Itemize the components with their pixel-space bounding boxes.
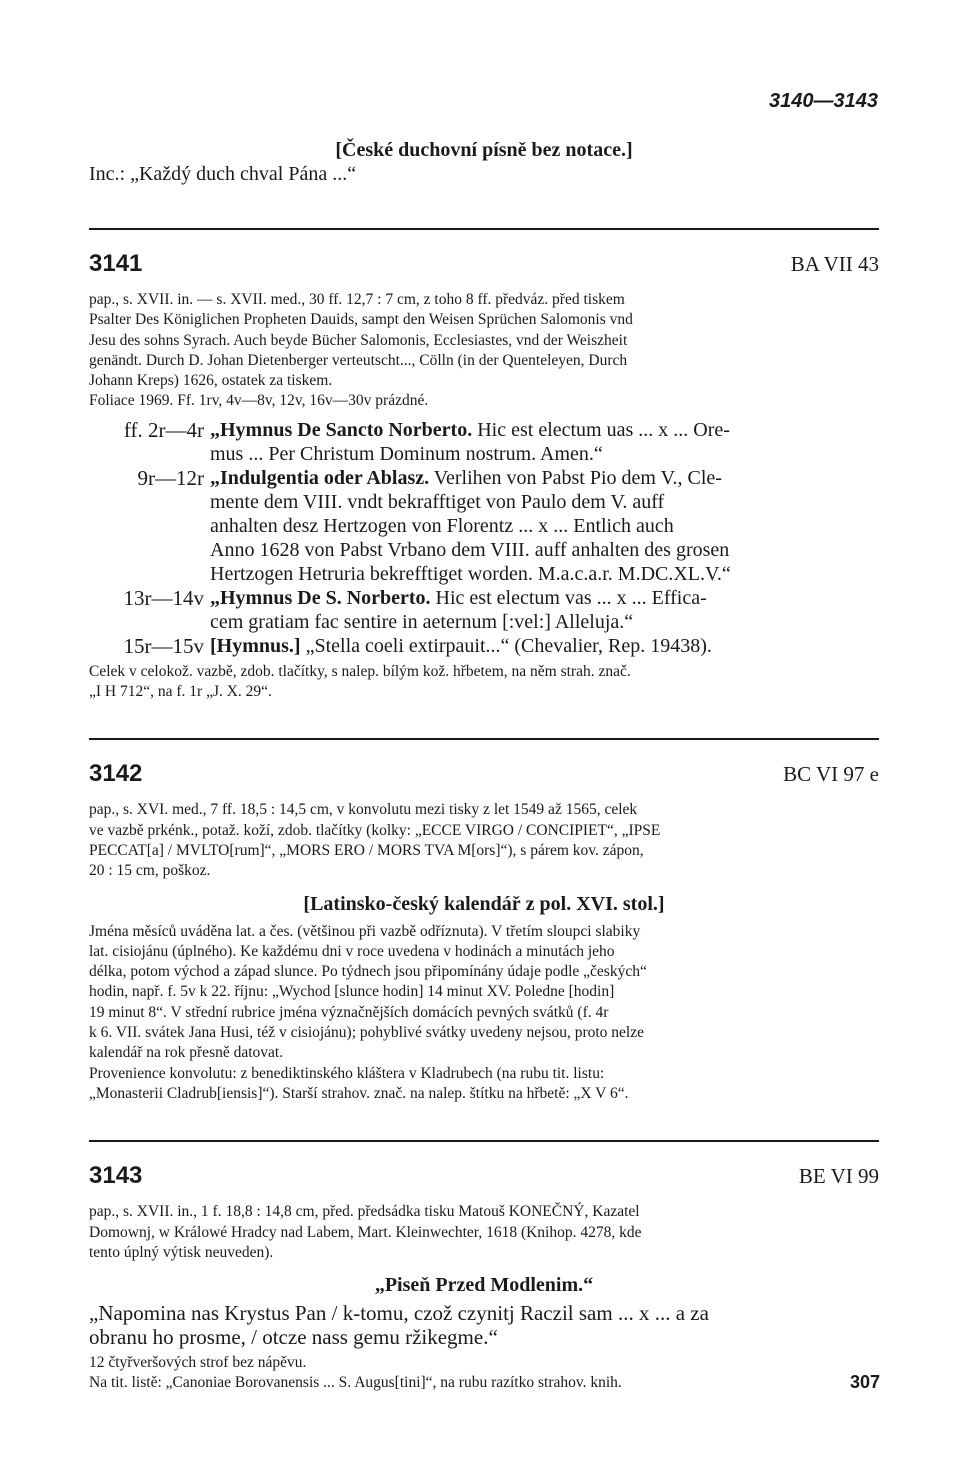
entry-number: 3142 <box>89 760 143 788</box>
body-line: 19 minut 8“. V střední rubrice jména význačnějších domácích pevných svátků (f. 4r <box>89 1003 609 1021</box>
item-text: cem gratiam fac sentire in aeternum [:vel:] Alleluja.“ <box>210 610 634 633</box>
item-text: mus ... Per Christum Dominum nostrum. Amen.“ <box>210 442 603 465</box>
body-line: Provenience konvolutu: z benediktinského kláštera v Kladrubech (na rubu tit. listu: <box>89 1064 605 1082</box>
folio-range: 9r—12r <box>137 465 204 490</box>
item-text: mente dem VIII. vndt bekrafftiget von Paulo dem V. auff <box>210 490 665 513</box>
entry-number: 3143 <box>89 1162 143 1190</box>
folio-range: 13r—14v <box>123 585 204 610</box>
description-line: genändt. Durch D. Johan Dietenberger verteutscht..., Cölln (in der Quenteleyen, Durch <box>89 351 628 369</box>
page-number: 307 <box>849 1372 880 1392</box>
item-text: Hertzogen Hetruria bekrefftiget worden. M.a.c.a.r. M.DC.XL.V.“ <box>210 562 731 585</box>
description-line: pap., s. XVII. in., 1 f. 18,8 : 14,8 cm, před. předsádka tisku Matouš KONEČNÝ, Kazatel <box>89 1203 640 1221</box>
item-text: anhalten desz Hertzogen von Florentz ... x ... Entlich auch <box>210 514 674 537</box>
item-title: [Hymnus.] <box>210 634 301 657</box>
content-item <box>89 634 879 658</box>
description-line: pap., s. XVI. med., 7 ff. 18,5 : 14,5 cm, v konvolutu mezi tisky z let 1549 až 1565, celek <box>89 801 638 819</box>
item-text: Hic est electum uas ... x ... Ore- <box>472 418 730 441</box>
content-item <box>89 418 879 466</box>
description-line: Jesu des sohns Syrach. Auch beyde Bücher Salomonis, Ecclesiastes, vnd der Weiszheit <box>89 331 628 349</box>
entry-header <box>89 250 879 278</box>
entry-description <box>89 290 879 412</box>
body-line: délka, potom východ a západ slunce. Po týdnech jsou připomínány údaje podle „českých“ <box>89 963 647 981</box>
description-line: Johann Kreps) 1626, ostatek za tiskem. <box>89 372 333 390</box>
item-title: „Indulgentia oder Ablasz. <box>210 466 430 489</box>
body-line: k 6. VII. svátek Jana Husi, též v cisiojánu); pohyblivé svátky uvedeny nejsou, proto nelze <box>89 1024 645 1042</box>
description-line: Psalter Des Königlichen Propheten Dauids, sampt den Weisen Sprüchen Salomonis vnd <box>89 311 633 329</box>
item-text: Verlihen von Pabst Pio dem V., Cle- <box>429 466 722 489</box>
verse-line: „Napomina nas Krystus Pan / k-tomu, czož czynitj Raczil sam ... x ... a za <box>89 1301 709 1326</box>
content-item <box>89 586 879 634</box>
description-line: tento úplný výtisk neuveden). <box>89 1243 274 1261</box>
description-line: 20 : 15 cm, poškoz. <box>89 862 211 880</box>
body-line: hodin, např. f. 5v k 22. říjnu: „Wychod [slunce hodin] 14 minut XV. Poledne [hodin] <box>89 983 615 1001</box>
item-title: „Hymnus De S. Norberto. <box>210 586 431 609</box>
binding-note: „I H 712“, na f. 1r „J. X. 29“. <box>89 683 272 701</box>
running-head: 3140—3143 <box>769 90 878 112</box>
description-line: PECCAT[a] / MVLTO[rum]“, „MORS ERO / MORS TVA M[ors]“), s párem kov. zápon, <box>89 841 644 859</box>
body-line: kalendář na rok přesně datovat. <box>89 1044 284 1062</box>
description-line: ve vazbě prkénk., potaž. koží, zdob. tlačítky (kolky: „ECCE VIRGO / CONCIPIET“, „IPSE <box>89 821 661 839</box>
body-line: Jména měsíců uváděna lat. a čes. (většinou při vazbě odříznuta). V třetím sloupci slabiky <box>89 922 641 940</box>
folio-range: ff. 2r—4r <box>123 417 204 442</box>
item-title: „Hymnus De Sancto Norberto. <box>210 418 473 441</box>
item-title: [Latinsko-český kalendář z pol. XVI. stol.] <box>303 892 665 915</box>
item-text: Hic est electum vas ... x ... Effica- <box>430 586 707 609</box>
item-text: „Stella coeli extirpauit...“ (Chevalier, Rep. 19438). <box>300 634 712 657</box>
description-line: pap., s. XVII. in. — s. XVII. med., 30 ff. 12,7 : 7 cm, z toho 8 ff. předváz. před tiskem <box>89 291 625 308</box>
binding-note: Celek v celokož. vazbě, zdob. tlačítky, s nalep. bílým kož. hřbetem, na něm strah. znač. <box>89 662 631 680</box>
verse-line: obranu ho prosme, / otcze nass gemu ržikegme.“ <box>89 1325 498 1350</box>
shelf-mark: BC VI 97 e <box>783 762 879 787</box>
entry-header <box>89 760 879 788</box>
shelf-mark: BE VI 99 <box>798 1164 879 1189</box>
body-line: lat. cisiojánu (úplného). Ke každému dni v roce uvedena v hodinách a minutách jeho <box>89 942 615 960</box>
note-line: 12 čtyřveršových strof bez nápěvu. <box>89 1354 307 1372</box>
item-text: Anno 1628 von Pabst Vrbano dem VIII. auff anhalten des grosen <box>210 538 730 561</box>
incipit: Inc.: „Každý duch chval Pána ...“ <box>89 163 357 185</box>
body-line: „Monasterii Cladrub[iensis]“). Starší strahov. znač. na nalep. štítku na hřbetě: „X V 6“. <box>89 1084 629 1102</box>
folio-range: 15r—15v <box>123 633 204 658</box>
description-line: Domownj, w Králowé Hradcy nad Labem, Mart. Kleinwechter, 1618 (Knihop. 4278, kde <box>89 1223 642 1241</box>
page-content <box>89 138 879 1394</box>
section-title: [České duchovní písně bez notace.] <box>335 139 633 161</box>
content-item <box>89 466 879 586</box>
note-line: Na tit. listě: „Canoniae Borovanensis ... S. Augus[tini]“, na rubu razítko strahov. knih. <box>89 1374 622 1392</box>
item-title: „Piseň Przed Modlenim.“ <box>374 1274 594 1297</box>
description-line: Foliace 1969. Ff. 1rv, 4v—8v, 12v, 16v—30v prázdné. <box>89 392 429 410</box>
entry-number: 3141 <box>89 250 143 277</box>
entry-header <box>89 1162 879 1190</box>
shelf-mark: BA VII 43 <box>790 252 879 276</box>
